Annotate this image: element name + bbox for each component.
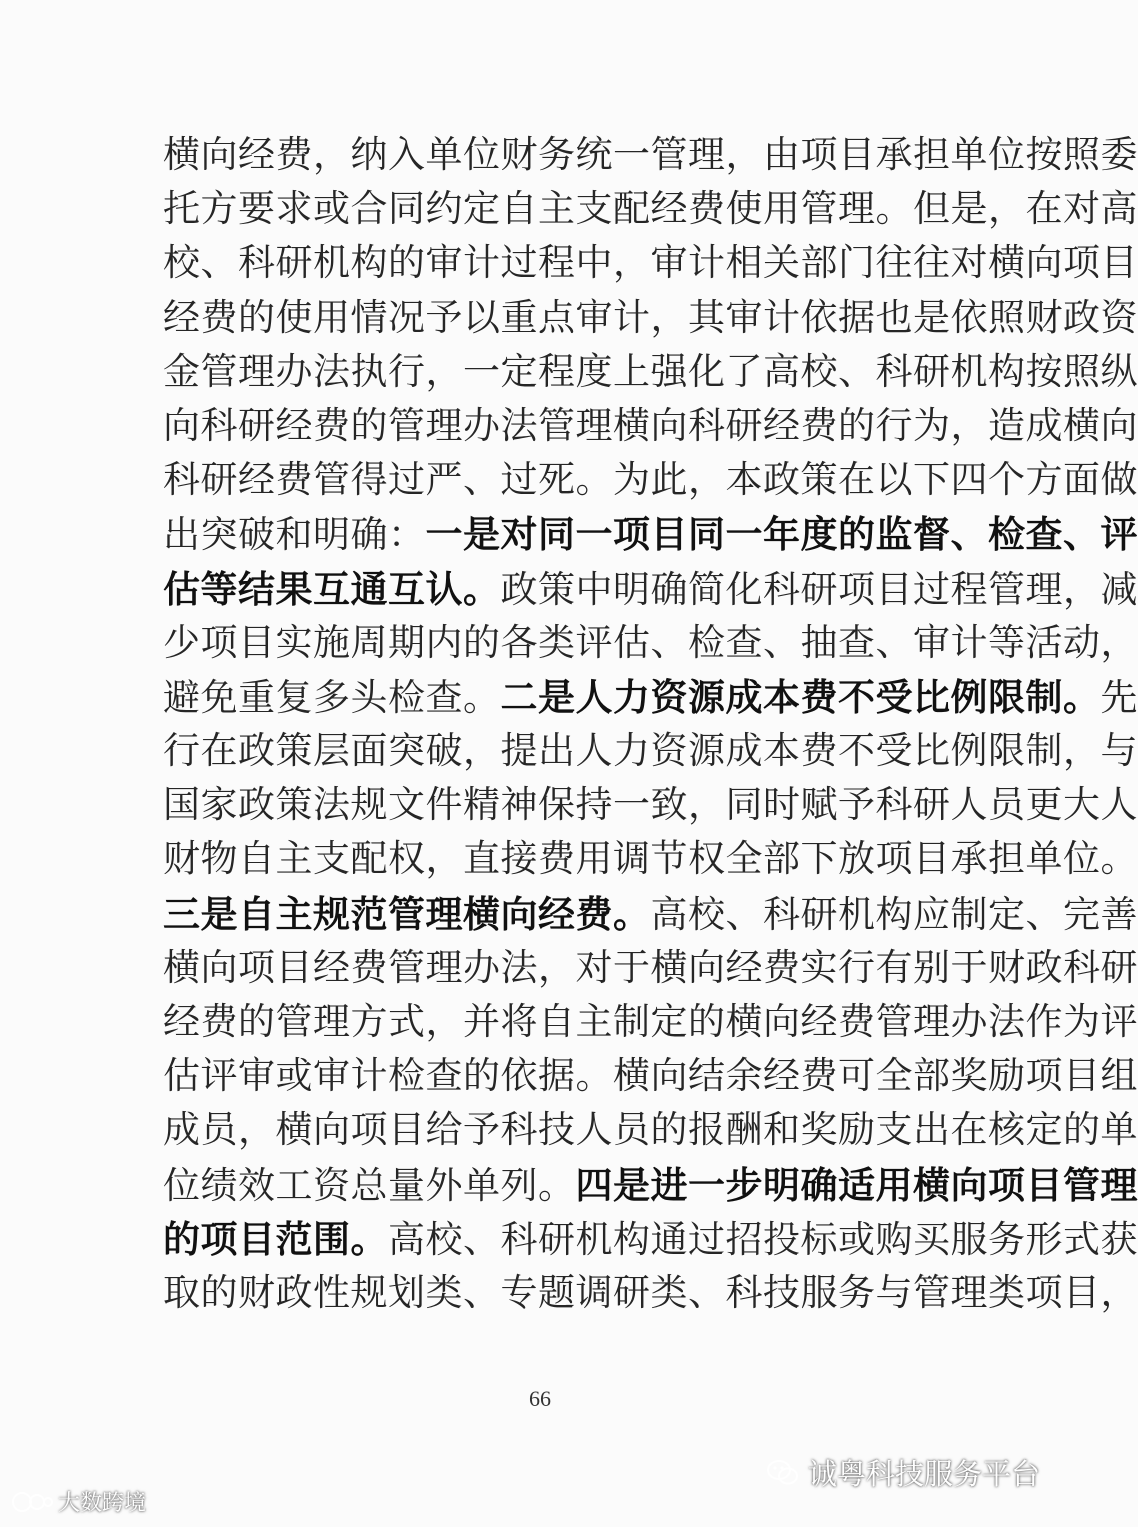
text-segment: 财物自主支配权，直接费用调节权全部下放项目承担单位。 — [163, 837, 1138, 881]
text-line — [163, 453, 1138, 507]
bold-text-segment: 三是自主规范管理横向经费。 — [163, 891, 651, 936]
text-line — [163, 562, 1138, 616]
text-line — [163, 507, 1138, 561]
text-segment: 经费的使用情况予以重点审计，其审计依据也是依照财政资 — [163, 295, 1138, 339]
text-segment: 向科研经费的管理办法管理横向科研经费的行为，造成横向 — [163, 403, 1138, 447]
text-line — [163, 291, 1138, 345]
text-segment: 科研经费管得过严、过死。为此，本政策在以下四个方面做 — [163, 458, 1138, 502]
text-line — [163, 128, 1138, 182]
text-line — [163, 832, 1138, 886]
text-line — [163, 616, 1138, 670]
text-segment: 少项目实施周期内的各类评估、检查、抽查、审计等活动， — [163, 620, 1138, 664]
text-line — [163, 670, 1138, 724]
text-segment: 避免重复多头检查。 — [163, 675, 501, 719]
bold-text-segment: 的项目范围。 — [163, 1216, 388, 1261]
text-segment: 估评审或审计检查的依据。横向结余经费可全部奖励项目组 — [163, 1054, 1138, 1098]
text-segment: 国家政策法规文件精神保持一致，同时赋予科研人员更大人 — [163, 783, 1138, 827]
text-segment: 位绩效工资总量外单列。 — [163, 1163, 576, 1207]
text-segment: 横向项目经费管理办法，对于横向经费实行有别于财政科研 — [163, 945, 1138, 989]
text-segment: 政策中明确简化科研项目过程管理，减 — [500, 567, 1138, 611]
text-segment: 高校、科研机构通过招投标或购买服务形式获 — [388, 1217, 1138, 1261]
text-segment: 横向经费，纳入单位财务统一管理，由项目承担单位按照委 — [163, 133, 1138, 176]
text-line — [163, 1049, 1138, 1103]
bold-text-segment: 四是进一步明确适用横向项目管理 — [575, 1162, 1138, 1207]
text-segment: 取的财政性规划类、专题调研类、科技服务与管理类项目， — [163, 1270, 1138, 1314]
text-line — [163, 724, 1138, 778]
watermark-left-text: 大数跨境 — [58, 1491, 147, 1516]
text-segment: 出突破和明确： — [163, 513, 426, 557]
bold-text-segment: 估等结果互通互认。 — [163, 566, 501, 611]
watermark-right — [766, 1452, 1040, 1493]
text-line — [163, 887, 1138, 941]
text-line — [163, 778, 1138, 832]
text-line — [163, 236, 1138, 290]
text-line — [163, 1266, 1138, 1320]
text-segment: 成员，横向项目给予科技人员的报酬和奖励支出在核定的单 — [163, 1108, 1138, 1152]
page-number: 66 — [529, 1386, 551, 1411]
text-segment: 经费的管理方式，并将自主制定的横向经费管理办法作为评 — [163, 1000, 1138, 1043]
text-line — [163, 399, 1138, 453]
text-segment: 先 — [1100, 675, 1138, 719]
body-text — [163, 128, 1138, 1320]
text-line — [163, 1212, 1138, 1266]
chat-bubble-icon — [10, 1489, 54, 1515]
text-line — [163, 182, 1138, 236]
text-line — [163, 995, 1138, 1049]
text-line — [163, 345, 1138, 399]
watermark-right-text: 诚粤科技服务平台 — [807, 1457, 1040, 1491]
text-segment: 行在政策层面突破，提出人力资源成本费不受比例限制，与 — [163, 729, 1138, 773]
bold-text-segment: 一是对同一项目同一年度的监督、检查、评 — [425, 512, 1138, 557]
text-segment: 金管理办法执行，一定程度上强化了高校、科研机构按照纵 — [163, 349, 1138, 393]
bold-text-segment: 二是人力资源成本费不受比例限制。 — [500, 674, 1101, 719]
wechat-icon — [766, 1458, 800, 1488]
text-segment: 校、科研机构的审计过程中，审计相关部门往往对横向项目 — [163, 241, 1138, 285]
text-segment: 高校、科研机构应制定、完善 — [650, 892, 1138, 936]
text-line — [163, 1158, 1138, 1212]
watermark-left — [10, 1486, 146, 1517]
text-line — [163, 1103, 1138, 1157]
text-segment: 托方要求或合同约定自主支配经费使用管理。但是，在对高 — [163, 187, 1138, 231]
text-line — [163, 941, 1138, 995]
